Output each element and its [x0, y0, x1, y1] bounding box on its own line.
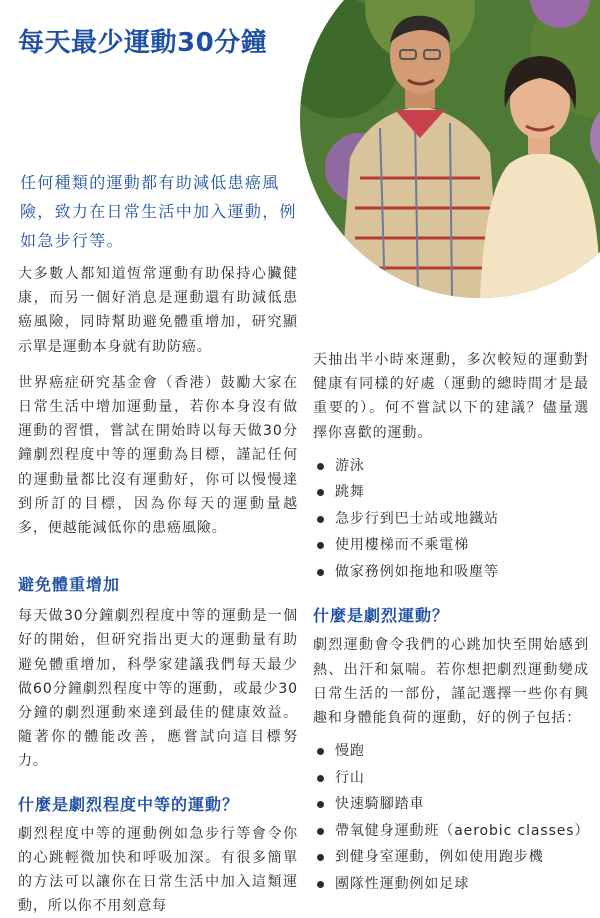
- couple-photo: [300, 0, 600, 298]
- heading-moderate-exercise: 什麼是劇烈程度中等的運動？: [18, 794, 240, 814]
- paragraph-weight-gain: 每天做30分鐘劇烈程度中等的運動是一個好的開始，但研究指出更大的運動量有助避免體重增加，科學家建議我們每天最少做60分鐘劇烈程度中等的運動，或最少30分鐘的劇烈運動來達到最佳的健康效益。隨著你的體能改善，應嘗試向這目標努力。: [18, 608, 298, 770]
- left-column: [18, 262, 298, 918]
- list-item: 行山: [313, 765, 589, 792]
- moderate-activity-list: [313, 453, 589, 586]
- intro-text: 任何種類的運動都有助減低患癌風險，致力在日常生活中加入運動，例如急步行等。: [20, 173, 297, 250]
- list-item: 急步行到巴士站或地鐵站: [313, 506, 589, 533]
- list-item: 跳舞: [313, 479, 589, 506]
- heading-avoid-weight-gain: 避免體重增加: [18, 575, 121, 595]
- paragraph-wcrf-advice: 世界癌症研究基金會（香港）鼓勵大家在日常生活中增加運動量，若你本身沒有做運動的習慣，嘗試在開始時以每天做30分鐘劇烈程度中等的運動為目標，謹記任何的運動量都比沒有運動好，你可以慢慢達到所訂的目標，因為你每天的運動量越多，便越能減低你的患癌風險。: [18, 374, 298, 537]
- heading-vigorous-exercise: 什麼是劇烈運動？: [313, 606, 450, 626]
- list-item: 帶氧健身運動班（aerobic classes）: [313, 818, 589, 845]
- list-item: 做家務例如拖地和吸塵等: [313, 559, 589, 586]
- paragraph-moderate-exercise: 劇烈程度中等的運動例如急步行等會令你的心跳輕微加快和呼吸加深。有很多簡單的方法可以讓你在日常生活中加入這類運動，所以你不用刻意每: [18, 825, 298, 915]
- list-item: 游泳: [313, 453, 589, 480]
- list-item: 使用樓梯而不乘電梯: [313, 532, 589, 559]
- page-title: 每天最少運動30分鐘: [18, 28, 268, 58]
- list-item: 到健身室運動，例如使用跑步機: [313, 844, 589, 871]
- list-item: 快速騎腳踏車: [313, 791, 589, 818]
- vigorous-activity-list: [313, 738, 589, 897]
- paragraph-short-sessions: 天抽出半小時來運動，多次較短的運動對健康有同樣的好處（運動的總時間才是最重要的）。何不嘗試以下的建議？儘量選擇你喜歡的運動。: [313, 352, 589, 441]
- list-item: 團隊性運動例如足球: [313, 871, 589, 898]
- paragraph-vigorous-exercise: 劇烈運動會令我們的心跳加快至開始感到熱、出汗和氣喘。若你想把劇烈運動變成日常生活的一部份，謹記選擇一些你有興趣和身體能負荷的運動，好的例子包括：: [313, 637, 589, 726]
- paragraph-exercise-benefits: 大多數人都知道恆常運動有助保持心臟健康，而另一個好消息是運動還有助減低患癌風險，同時幫助避免體重增加，研究顯示單是運動本身就有助防癌。: [18, 266, 298, 355]
- right-column: [313, 348, 589, 897]
- list-item: 慢跑: [313, 738, 589, 765]
